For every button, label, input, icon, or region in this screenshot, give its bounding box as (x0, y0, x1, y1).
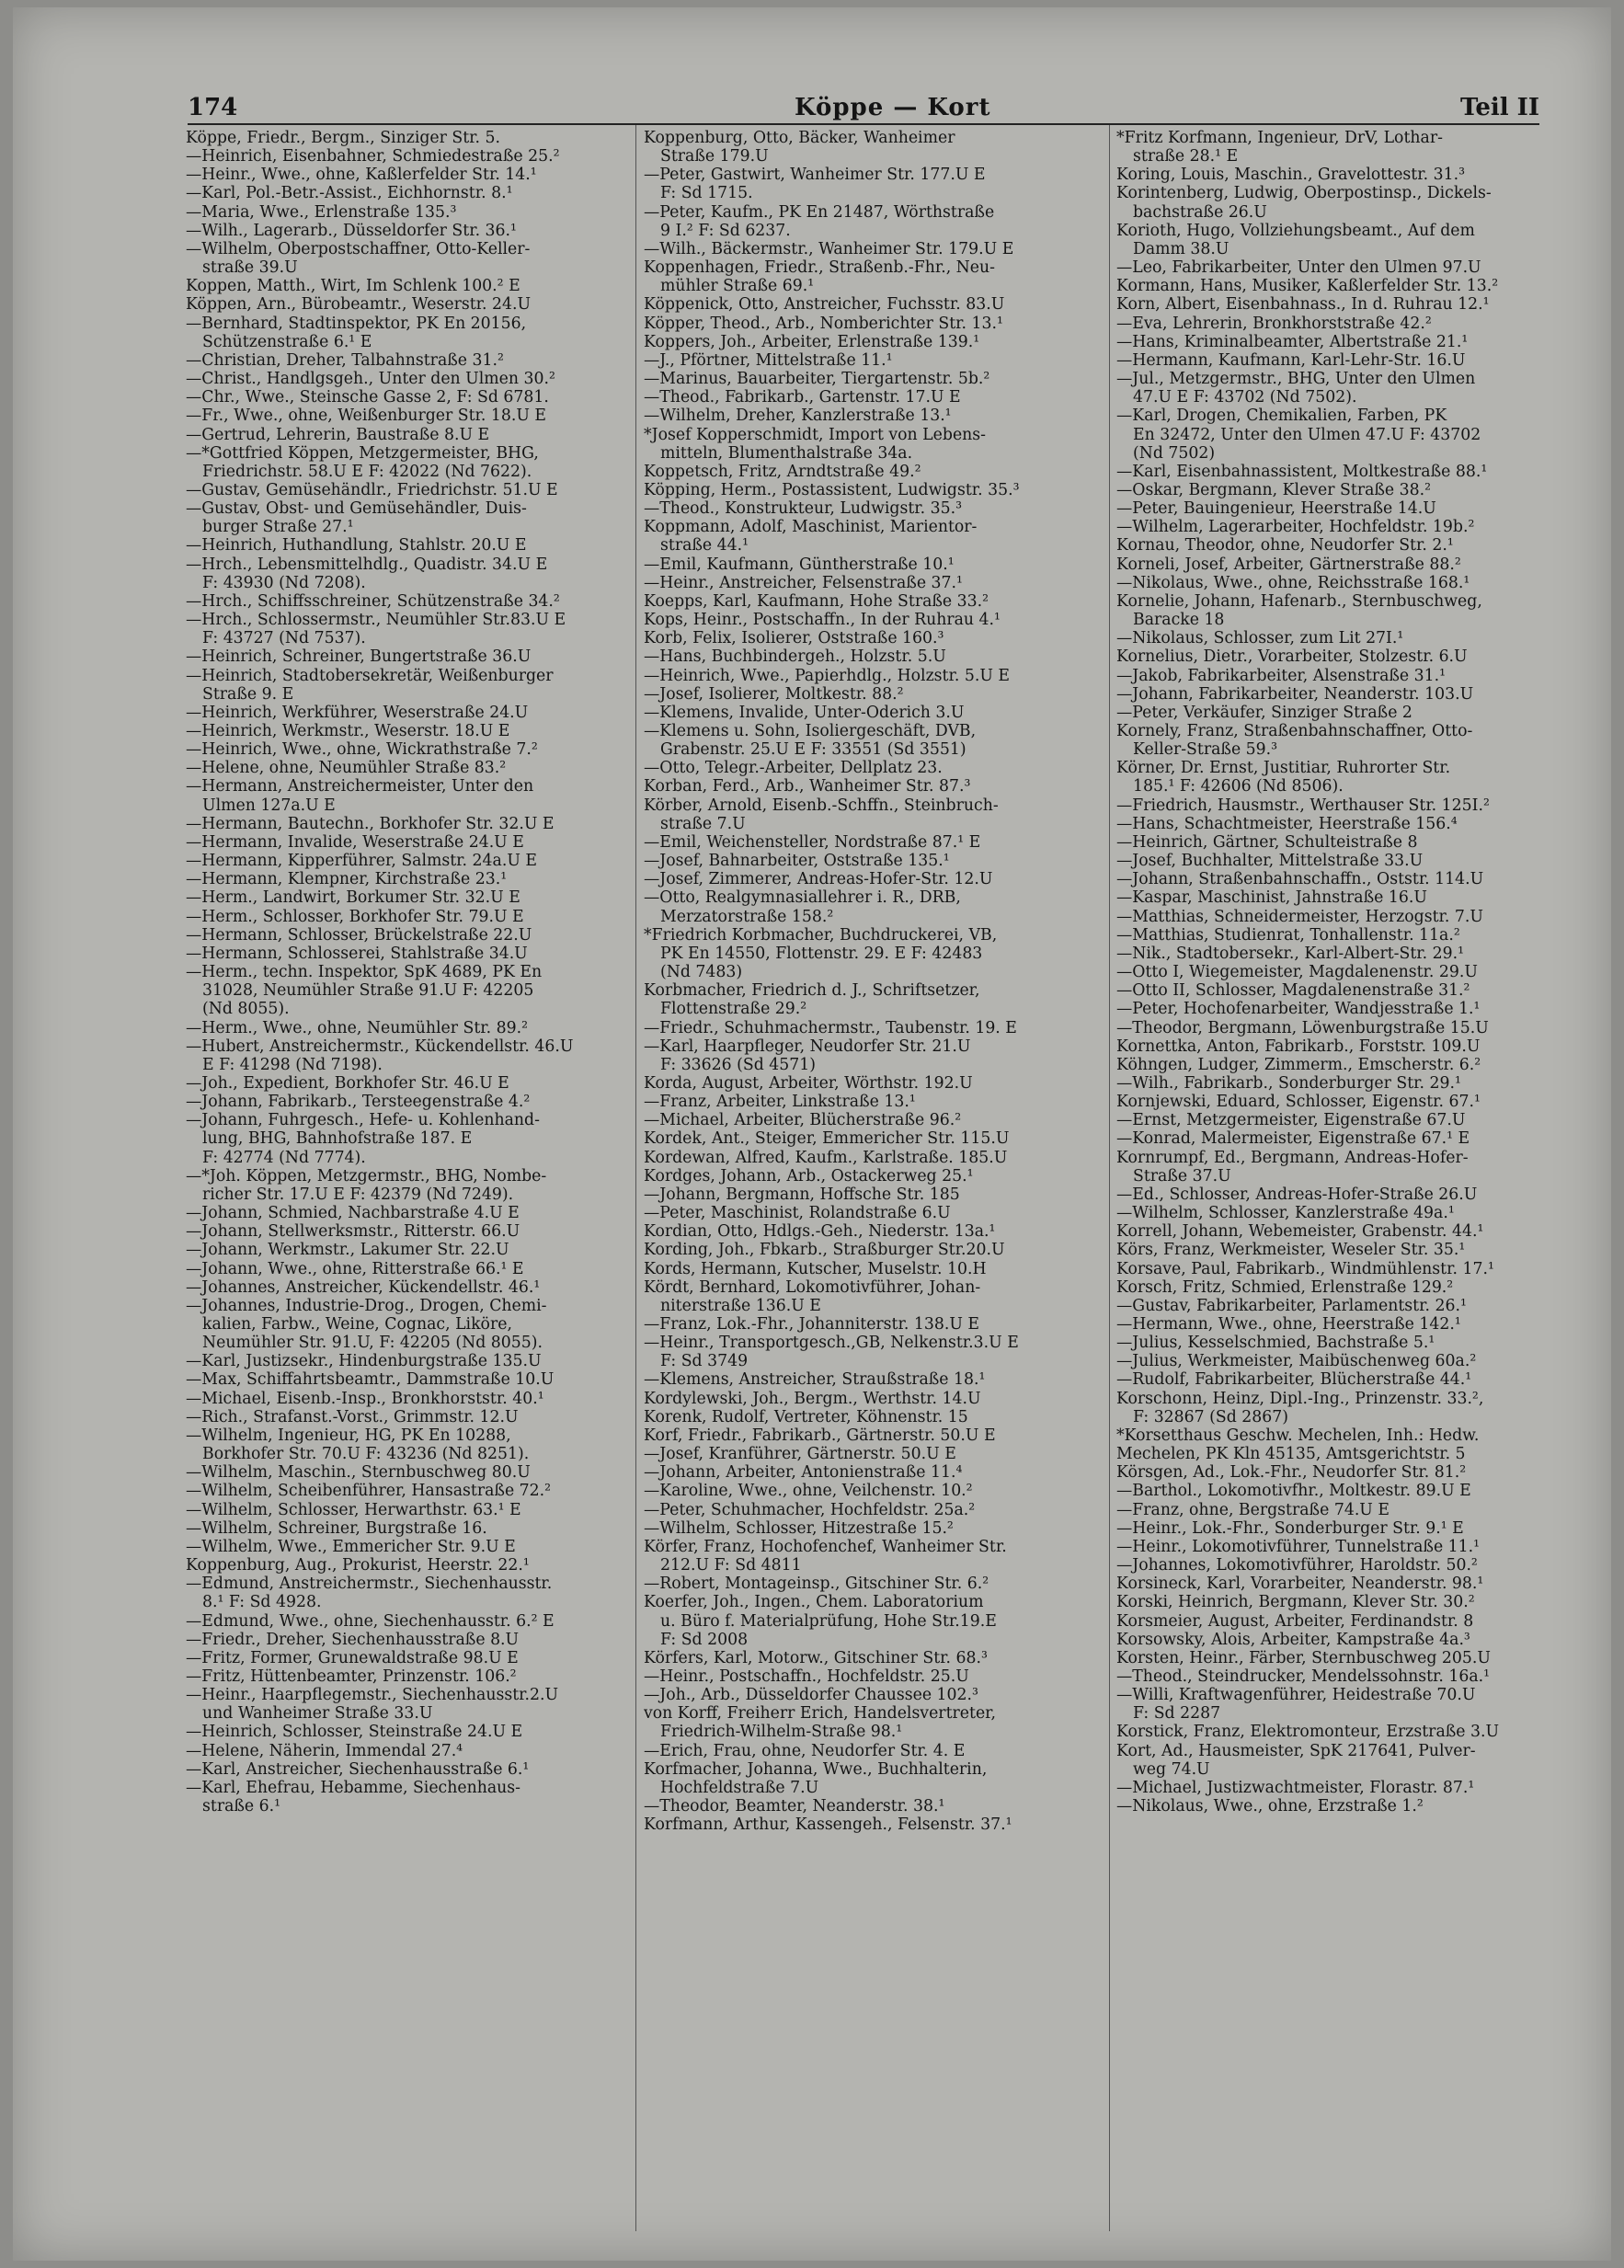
directory-line: Kornely, Franz, Straßenbahnschaffner, Otto- (1116, 722, 1473, 740)
directory-line: —Johann, Fuhrgesch., Hefe- u. Kohlenhand- (186, 1111, 540, 1130)
directory-line: straße 6.¹ (202, 1797, 281, 1816)
directory-line: —Josef, Zimmerer, Andreas-Hofer-Str. 12.U (644, 870, 993, 889)
directory-line: —Fritz, Hüttenbeamter, Prinzenstr. 106.² (186, 1667, 517, 1686)
directory-line: —Josef, Kranführer, Gärtnerstr. 50.U E (644, 1445, 956, 1464)
directory-line: —Peter, Verkäufer, Sinziger Straße 2 (1116, 703, 1412, 722)
page-header (188, 90, 1539, 125)
directory-line: Korintenberg, Ludwig, Oberpostinsp., Dickels- (1116, 184, 1492, 203)
directory-line: —Klemens, Anstreicher, Straußstraße 18.¹ (644, 1370, 986, 1390)
directory-line: —Nikolaus, Wwe., ohne, Reichsstraße 168.¹ (1116, 573, 1470, 592)
directory-line: —Jakob, Fabrikarbeiter, Alsenstraße 31.¹ (1116, 666, 1447, 685)
directory-line: Koppenhagen, Friedr., Straßenb.-Fhr., Neu- (644, 258, 995, 278)
directory-line: —Karoline, Wwe., ohne, Veilchenstr. 10.² (644, 1482, 973, 1501)
directory-line: Korbmacher, Friedrich d. J., Schriftsetzer, (644, 981, 980, 1001)
alphabet-range: Köppe — Kort (795, 94, 991, 121)
directory-line: —Klemens u. Sohn, Isoliergeschäft, DVB, (644, 722, 977, 740)
directory-line: —Heinr., Postschaffn., Hochfeldstr. 25.U (644, 1667, 969, 1686)
directory-line: —Joh., Arb., Düsseldorfer Chaussee 102.³ (644, 1686, 978, 1705)
directory-line: —Johann, Schmied, Nachbarstraße 4.U E (186, 1204, 520, 1223)
directory-line: —Ed., Schlosser, Andreas-Hofer-Straße 26.U (1116, 1185, 1478, 1204)
directory-line: —Karl, Haarpfleger, Neudorfer Str. 21.U (644, 1037, 971, 1056)
directory-line: —Wilhelm, Lagerarbeiter, Hochfeldstr. 19b.² (1116, 518, 1475, 537)
directory-line: —Karl, Drogen, Chemikalien, Farben, PK (1116, 407, 1447, 426)
directory-line: u. Büro f. Materialprüfung, Hohe Str.19.E (660, 1611, 997, 1631)
directory-line: straße 44.¹ (660, 536, 749, 556)
directory-line: —Julius, Kesselschmied, Bachstraße 5.¹ (1116, 1334, 1435, 1353)
column-divider (1109, 125, 1110, 2231)
directory-line: —Wilhelm, Schlosser, Herwarthstr. 63.¹ E (186, 1500, 521, 1519)
directory-line: Korschonn, Heinz, Dipl.-Ing., Prinzenstr. 33.², (1116, 1389, 1484, 1408)
directory-line: —Michael, Arbeiter, Blücherstraße 96.² (644, 1111, 962, 1130)
directory-line: Körs, Franz, Werkmeister, Weseler Str. 35.¹ (1116, 1241, 1466, 1260)
directory-line: von Korff, Freiherr Erich, Handelsvertreter, (644, 1704, 997, 1724)
directory-line: weg 74.U (1133, 1759, 1210, 1779)
directory-line: Köhngen, Ludger, Zimmerm., Emscherstr. 6.² (1116, 1055, 1481, 1074)
directory-line: —Karl, Ehefrau, Hebamme, Siechenhaus- (186, 1778, 520, 1797)
header-rule (188, 123, 1539, 125)
directory-line: F: 33626 (Sd 4571) (660, 1055, 817, 1074)
directory-line: Flottenstraße 29.² (660, 1000, 807, 1019)
directory-line: Kornelie, Johann, Hafenarb., Sternbuschweg, (1116, 591, 1482, 611)
directory-line: —*Gottfried Köppen, Metzgermeister, BHG, (186, 443, 539, 463)
directory-line: —Hermann, Anstreichermeister, Unter den (186, 777, 534, 796)
directory-line: Borkhofer Str. 70.U F: 43236 (Nd 8251). (202, 1445, 530, 1464)
directory-line: Korban, Ferd., Arb., Wanheimer Str. 87.³ (644, 777, 971, 796)
directory-line: Friedrichstr. 58.U E F: 42022 (Nd 7622). (202, 462, 532, 481)
directory-line: —Joh., Expedient, Borkhofer Str. 46.U E (186, 1073, 509, 1093)
directory-line: —Maria, Wwe., Erlenstraße 135.³ (186, 202, 457, 222)
directory-line: 212.U F: Sd 4811 (660, 1556, 802, 1575)
directory-line: —Willi, Kraftwagenführer, Heidestraße 70.U (1116, 1686, 1476, 1705)
directory-line: Koppetsch, Fritz, Arndtstraße 49.² (644, 462, 921, 481)
directory-line: —Bernhard, Stadtinspektor, PK En 20156, (186, 314, 527, 333)
directory-line: Koppenburg, Otto, Bäcker, Wanheimer (644, 129, 955, 147)
directory-line: Kormann, Hans, Musiker, Kaßlerfelder Str. 13.² (1116, 277, 1499, 296)
directory-line: Korsineck, Karl, Vorarbeiter, Neanderstr. 98.¹ (1116, 1575, 1484, 1594)
directory-line: Baracke 18 (1133, 611, 1225, 630)
directory-line: —Hermann, Schlosser, Brückelstraße 22.U (186, 925, 532, 945)
directory-line: E F: 41298 (Nd 7198). (202, 1055, 383, 1074)
directory-line: —Christian, Dreher, Talbahnstraße 31.² (186, 350, 504, 370)
directory-line: —Hubert, Anstreichermstr., Kückendellstr. 46.U (186, 1037, 574, 1056)
directory-line: —J., Pförtner, Mittelstraße 11.¹ (644, 350, 893, 370)
column-2 (644, 129, 1104, 2235)
directory-line: —Klemens, Invalide, Unter-Oderich 3.U (644, 703, 965, 722)
directory-line: (Nd 7502) (1133, 443, 1216, 463)
directory-line: —Emil, Kaufmann, Güntherstraße 10.¹ (644, 555, 955, 574)
directory-line: *Friedrich Korbmacher, Buchdruckerei, VB, (644, 925, 998, 945)
directory-line: —Gustav, Fabrikarbeiter, Parlamentstr. 26.¹ (1116, 1296, 1467, 1315)
directory-line: Kornettka, Anton, Fabrikarb., Forststr. 109.U (1116, 1037, 1481, 1056)
directory-line: —Michael, Justizwachtmeister, Florastr. 87.¹ (1116, 1778, 1475, 1797)
directory-line: —Peter, Maschinist, Rolandstraße 6.U (644, 1204, 951, 1223)
directory-line: —Friedrich, Hausmstr., Werthauser Str. 125I.² (1116, 796, 1490, 815)
directory-line: Köpper, Theod., Arb., Nomberichter Str. 13.¹ (644, 314, 1003, 333)
directory-line: —Herm., techn. Inspektor, SpK 4689, PK En (186, 963, 543, 982)
directory-line: —Peter, Kaufm., PK En 21487, Wörthstraße (644, 202, 995, 222)
directory-line: Köpping, Herm., Postassistent, Ludwigstr. 35.³ (644, 480, 1020, 499)
directory-line: —Wilh., Fabrikarb., Sonderburger Str. 29.¹ (1116, 1073, 1461, 1093)
directory-line: —Johann, Fabrikarb., Tersteegenstraße 4.² (186, 1093, 531, 1112)
directory-line: —Hermann, Kipperführer, Salmstr. 24a.U E (186, 852, 537, 871)
directory-line: —Leo, Fabrikarbeiter, Unter den Ulmen 97.U (1116, 258, 1481, 278)
directory-line: Korfmann, Arthur, Kassengeh., Felsenstr. 37.¹ (644, 1816, 1012, 1835)
directory-line: kalien, Farbw., Weine, Cognac, Liköre, (202, 1315, 512, 1334)
directory-line: niterstraße 136.U E (660, 1296, 821, 1315)
directory-line: —Wilhelm, Maschin., Sternbuschweg 80.U (186, 1463, 531, 1483)
directory-line: Kornrumpf, Ed., Bergmann, Andreas-Hofer- (1116, 1148, 1469, 1167)
directory-line: Korfmacher, Johanna, Wwe., Buchhalterin, (644, 1759, 988, 1779)
directory-line: —Johann, Wwe., ohne, Ritterstraße 66.¹ E (186, 1259, 524, 1278)
directory-line: Koppenburg, Aug., Prokurist, Heerstr. 22.¹ (186, 1556, 530, 1575)
directory-line: —Heinr., Lok.-Fhr., Sonderburger Str. 9.¹ E (1116, 1518, 1464, 1538)
directory-line: Merzatorstraße 158.² (660, 907, 834, 926)
directory-line: —Nikolaus, Wwe., ohne, Erzstraße 1.² (1116, 1797, 1424, 1816)
directory-line: —Ernst, Metzgermeister, Eigenstraße 67.U (1116, 1111, 1466, 1130)
directory-line: —Herm., Wwe., ohne, Neumühler Str. 89.² (186, 1018, 529, 1037)
directory-line: —Barthol., Lokomotivfhr., Moltkestr. 89.U E (1116, 1482, 1471, 1501)
directory-line: —Fritz, Former, Grunewaldstraße 98.U E (186, 1648, 519, 1667)
directory-line: bachstraße 26.U (1133, 202, 1267, 222)
directory-line: Koepps, Karl, Kaufmann, Hohe Straße 33.² (644, 591, 989, 611)
page-number: 174 (188, 94, 238, 121)
directory-line: —Peter, Hochofenarbeiter, Wandjesstraße 1.¹ (1116, 1000, 1481, 1019)
directory-line: —Franz, Arbeiter, Linkstraße 13.¹ (644, 1093, 916, 1112)
directory-line: 9 I.² F: Sd 6237. (660, 221, 791, 240)
directory-line: Kornelius, Dietr., Vorarbeiter, Stolzestr. 6.U (1116, 647, 1468, 667)
directory-line: —Hermann, Schlosserei, Stahlstraße 34.U (186, 944, 528, 963)
directory-line: Keller-Straße 59.³ (1133, 740, 1278, 760)
directory-line: F: 42774 (Nd 7774). (202, 1148, 366, 1167)
directory-line: En 32472, Unter den Ulmen 47.U F: 43702 (1133, 425, 1481, 444)
directory-line: —Theod., Konstrukteur, Ludwigstr. 35.³ (644, 499, 963, 519)
directory-line: —Matthias, Studienrat, Tonhallenstr. 11a.² (1116, 925, 1460, 945)
directory-line: *Korsetthaus Geschw. Mechelen, Inh.: Hedw. (1116, 1426, 1480, 1445)
directory-line: —Julius, Werkmeister, Maibüschenweg 60a.² (1116, 1352, 1477, 1371)
column-3 (1116, 129, 1556, 2235)
directory-line: Korski, Heinrich, Bergmann, Klever Str. 30.² (1116, 1593, 1475, 1612)
directory-line: —Heinrich, Schreiner, Bungertstraße 36.U (186, 647, 532, 667)
directory-line: —Helene, Näherin, Immendal 27.⁴ (186, 1741, 463, 1760)
directory-line: Kordylewski, Joh., Bergm., Werthstr. 14.U (644, 1389, 981, 1408)
directory-line: —Hermann, Wwe., ohne, Heerstraße 142.¹ (1116, 1315, 1461, 1334)
directory-line: (Nd 7483) (660, 963, 743, 982)
directory-line: Korn, Albert, Eisenbahnass., In d. Ruhrau 12.¹ (1116, 295, 1490, 315)
directory-line: —Theod., Steindrucker, Mendelssohnstr. 16a.¹ (1116, 1667, 1491, 1686)
directory-line: F: 43727 (Nd 7537). (202, 629, 366, 648)
directory-line: —Heinr., Haarpflegemstr., Siechenhausstr.2.U (186, 1686, 559, 1705)
directory-line: Körfers, Karl, Motorw., Gitschiner Str. 68.³ (644, 1648, 988, 1667)
directory-line: —Theod., Fabrikarb., Gartenstr. 17.U E (644, 388, 961, 407)
directory-line: —Otto II, Schlosser, Magdalenenstraße 31.² (1116, 981, 1470, 1001)
directory-line: —Karl, Eisenbahnassistent, Moltkestraße 88.¹ (1116, 462, 1488, 481)
directory-line: —Wilhelm, Schlosser, Kanzlerstraße 49a.¹ (1116, 1204, 1455, 1223)
directory-line: F: 32867 (Sd 2867) (1133, 1407, 1289, 1426)
directory-line: Körfer, Franz, Hochofenchef, Wanheimer Str. (644, 1537, 1007, 1556)
directory-line: —Heinr., Transportgesch.,GB, Nelkenstr.3.U E (644, 1334, 1019, 1353)
directory-line: Korioth, Hugo, Vollziehungsbeamt., Auf dem (1116, 221, 1475, 240)
directory-line: Damm 38.U (1133, 239, 1229, 258)
directory-line: —Herm., Landwirt, Borkumer Str. 32.U E (186, 888, 520, 908)
directory-line: —Franz, Lok.-Fhr., Johanniterstr. 138.U E (644, 1315, 979, 1334)
directory-line: —Chr., Wwe., Steinsche Gasse 2, F: Sd 6781. (186, 388, 549, 407)
directory-line: 8.¹ F: Sd 4928. (202, 1593, 322, 1612)
directory-line: —Nikolaus, Schlosser, zum Lit 27I.¹ (1116, 629, 1404, 648)
directory-line: —Otto, Realgymnasiallehrer i. R., DRB, (644, 888, 961, 908)
part-label: Teil II (1459, 94, 1539, 121)
directory-line: Kort, Ad., Hausmeister, SpK 217641, Pulver- (1116, 1741, 1476, 1760)
directory-line: —Wilhelm, Schreiner, Burgstraße 16. (186, 1518, 487, 1538)
column-divider (635, 125, 636, 2231)
directory-line: —Wilh., Lagerarb., Düsseldorfer Str. 36.¹ (186, 221, 517, 240)
directory-line: Kordian, Otto, Hdlgs.-Geh., Niederstr. 13a.¹ (644, 1222, 996, 1242)
directory-line: —Theodor, Bergmann, Löwenburgstraße 15.U (1116, 1018, 1489, 1037)
directory-line: burger Straße 27.¹ (202, 518, 354, 537)
directory-line: —Heinr., Lokomotivführer, Tunnelstraße 11.¹ (1116, 1537, 1481, 1556)
directory-line: Ulmen 127a.U E (202, 796, 336, 815)
directory-line: Korsave, Paul, Fabrikarb., Windmühlenstr. 17.¹ (1116, 1259, 1494, 1278)
directory-line: straße 7.U (660, 814, 746, 833)
directory-line: —Konrad, Malermeister, Eigenstraße 67.¹ E (1116, 1129, 1470, 1149)
directory-line: Korda, August, Arbeiter, Wörthstr. 192.U (644, 1073, 973, 1093)
directory-line: —Edmund, Wwe., ohne, Siechenhausstr. 6.² E (186, 1611, 555, 1631)
directory-line: F: Sd 3749 (660, 1352, 749, 1371)
directory-line: —Heinrich, Werkmstr., Weserstr. 18.U E (186, 722, 510, 740)
directory-line: —Johann, Fabrikarbeiter, Neanderstr. 103.U (1116, 684, 1474, 704)
directory-line: —Hrch., Schiffsschreiner, Schützenstraße 34.² (186, 591, 560, 611)
directory-line: —Hermann, Invalide, Weserstraße 24.U E (186, 832, 524, 852)
directory-line: —Gertrud, Lehrerin, Baustraße 8.U E (186, 425, 490, 444)
directory-line: Korsowsky, Alois, Arbeiter, Kampstraße 4a.³ (1116, 1630, 1470, 1649)
directory-line: Korsmeier, August, Arbeiter, Ferdinandstr. 8 (1116, 1611, 1474, 1631)
directory-line: —Peter, Schuhmacher, Hochfeldstr. 25a.² (644, 1500, 976, 1519)
directory-line: —Hrch., Lebensmittelhdlg., Quadistr. 34.U E (186, 555, 548, 574)
directory-line: —Christ., Handlgsgeh., Unter den Ulmen 30.² (186, 370, 555, 389)
directory-line: Koring, Louis, Maschin., Gravelottestr. 31.³ (1116, 166, 1465, 185)
directory-line: Köppen, Arn., Bürobeamtr., Weserstr. 24.U (186, 295, 532, 315)
directory-line: —*Joh. Köppen, Metzgermstr., BHG, Nombe- (186, 1166, 547, 1186)
directory-line: —Otto, Telegr.-Arbeiter, Dellplatz 23. (644, 759, 943, 778)
directory-line: Köppe, Friedr., Bergm., Sinziger Str. 5. (186, 129, 501, 147)
directory-line: —Peter, Gastwirt, Wanheimer Str. 177.U E (644, 166, 986, 185)
directory-line: F: 43930 (Nd 7208). (202, 573, 366, 592)
directory-line: —Robert, Montageinsp., Gitschiner Str. 6.² (644, 1575, 989, 1594)
directory-line: —Oskar, Bergmann, Klever Straße 38.² (1116, 480, 1432, 499)
directory-line: —Johann, Arbeiter, Antonienstraße 11.⁴ (644, 1463, 963, 1483)
directory-line: F: Sd 2287 (1133, 1704, 1221, 1724)
directory-line: —Rudolf, Fabrikarbeiter, Blücherstraße 44.¹ (1116, 1370, 1472, 1390)
directory-line: —Edmund, Anstreichermstr., Siechenhausstr. (186, 1575, 553, 1594)
directory-line: Koppen, Matth., Wirt, Im Schlenk 100.² E (186, 277, 520, 296)
directory-line: Körner, Dr. Ernst, Justitiar, Ruhrorter Str. (1116, 759, 1451, 778)
directory-line: —Rich., Strafanst.-Vorst., Grimmstr. 12.U (186, 1407, 519, 1426)
directory-line: —Heinrich, Gärtner, Schulteistraße 8 (1116, 832, 1418, 852)
directory-line: *Josef Kopperschmidt, Import von Lebens- (644, 425, 987, 444)
directory-line: —Heinrich, Werkführer, Weserstraße 24.U (186, 703, 529, 722)
directory-line: Straße 9. E (202, 684, 294, 704)
directory-line: lung, BHG, Bahnhofstraße 187. E (202, 1129, 473, 1149)
directory-line: Koppers, Joh., Arbeiter, Erlenstraße 139.¹ (644, 332, 980, 351)
directory-line: —Josef, Buchhalter, Mittelstraße 33.U (1116, 852, 1424, 871)
directory-line: Korsch, Fritz, Schmied, Erlenstraße 129.² (1116, 1277, 1454, 1297)
directory-line: —Franz, ohne, Bergstraße 74.U E (1116, 1500, 1390, 1519)
directory-line: —Johann, Bergmann, Hoffsche Str. 185 (644, 1185, 960, 1204)
directory-line: —Fr., Wwe., ohne, Weißenburger Str. 18.U E (186, 407, 547, 426)
directory-line: —Hrch., Schlossermstr., Neumühler Str.83.U E (186, 611, 566, 630)
directory-line: Straße 179.U (660, 147, 769, 166)
directory-line: —Helene, ohne, Neumühler Straße 83.² (186, 759, 507, 778)
directory-line: Körber, Arnold, Eisenb.-Schffn., Steinbruch- (644, 796, 999, 815)
directory-line: —Theodor, Beamter, Neanderstr. 38.¹ (644, 1797, 945, 1816)
directory-line: —Michael, Eisenb.-Insp., Bronkhorststr. 40.¹ (186, 1389, 544, 1408)
directory-line: Korb, Felix, Isolierer, Oststraße 160.³ (644, 629, 944, 648)
column-1 (186, 129, 627, 2235)
directory-line: —Hans, Buchbindergeh., Holzstr. 5.U (644, 647, 946, 667)
directory-line: —Hermann, Klempner, Kirchstraße 23.¹ (186, 870, 508, 889)
directory-line: —Heinr., Anstreicher, Felsenstraße 37.¹ (644, 573, 963, 592)
directory-line: *Fritz Korfmann, Ingenieur, DrV, Lothar- (1116, 129, 1443, 147)
directory-line: PK En 14550, Flottenstr. 29. E F: 42483 (660, 944, 983, 963)
directory-line: Kornau, Theodor, ohne, Neudorfer Str. 2.¹ (1116, 536, 1454, 556)
directory-line: Kornjewski, Eduard, Schlosser, Eigenstr. 67.¹ (1116, 1093, 1481, 1112)
directory-line: Straße 37.U (1133, 1166, 1231, 1186)
directory-line: Koerfer, Joh., Ingen., Chem. Laboratorium (644, 1593, 984, 1612)
directory-line: —Matthias, Schneidermeister, Herzogstr. 7.U (1116, 907, 1483, 926)
directory-line: —Marinus, Bauarbeiter, Tiergartenstr. 5b.² (644, 370, 990, 389)
directory-line: Mechelen, PK Kln 45135, Amtsgerichtstr. 5 (1116, 1445, 1466, 1464)
directory-line: —Karl, Anstreicher, Siechenhausstraße 6.¹ (186, 1759, 530, 1779)
directory-line: —Heinrich, Eisenbahner, Schmiedestraße 25.² (186, 147, 560, 166)
directory-line: Hochfeldstraße 7.U (660, 1778, 819, 1797)
directory-line: —Peter, Bauingenieur, Heerstraße 14.U (1116, 499, 1436, 519)
directory-line: straße 39.U (202, 258, 298, 278)
directory-line: —Wilhelm, Wwe., Emmericher Str. 9.U E (186, 1537, 516, 1556)
directory-line: Kordewan, Alfred, Kaufm., Karlstraße. 185.U (644, 1148, 1008, 1167)
directory-line: —Johannes, Industrie-Drog., Drogen, Chemi- (186, 1296, 547, 1315)
directory-line: Korrell, Johann, Webemeister, Grabenstr. 44.¹ (1116, 1222, 1484, 1242)
directory-line: Korstick, Franz, Elektromonteur, Erzstraße 3.U (1116, 1723, 1500, 1742)
directory-line: —Otto I, Wiegemeister, Magdalenenstr. 29.U (1116, 963, 1478, 982)
directory-line: —Emil, Weichensteller, Nordstraße 87.¹ E (644, 832, 981, 852)
directory-line: —Heinrich, Wwe., Papierhdlg., Holzstr. 5.U E (644, 666, 1010, 685)
directory-page (13, 7, 1611, 2261)
directory-line: und Wanheimer Straße 33.U (202, 1704, 433, 1724)
directory-line: Kördt, Bernhard, Lokomotivführer, Johan- (644, 1277, 981, 1297)
directory-line: —Josef, Isolierer, Moltkestr. 88.² (644, 684, 904, 704)
directory-line: Korf, Friedr., Fabrikarb., Gärtnerstr. 50.U E (644, 1426, 996, 1445)
directory-line: —Max, Schiffahrtsbeamtr., Dammstraße 10.U (186, 1370, 555, 1390)
directory-line: —Kaspar, Maschinist, Jahnstraße 16.U (1116, 888, 1427, 908)
directory-line: —Gustav, Gemüsehändlr., Friedrichstr. 51.U E (186, 480, 558, 499)
directory-line: —Johann, Werkmstr., Lakumer Str. 22.U (186, 1241, 509, 1260)
directory-line: 185.¹ F: 42606 (Nd 8506). (1133, 777, 1344, 796)
directory-line: Körsgen, Ad., Lok.-Fhr., Neudorfer Str. 81.² (1116, 1463, 1467, 1483)
directory-line: —Friedr., Dreher, Siechenhausstraße 8.U (186, 1630, 520, 1649)
directory-line: —Heinr., Wwe., ohne, Kaßlerfelder Str. 14.¹ (186, 166, 537, 185)
directory-line: Kords, Hermann, Kutscher, Muselstr. 10.H (644, 1259, 987, 1278)
directory-line: —Wilh., Bäckermstr., Wanheimer Str. 179.U E (644, 239, 1014, 258)
directory-line: mitteln, Blumenthalstraße 34a. (660, 443, 913, 463)
directory-line: —Heinrich, Wwe., ohne, Wickrathstraße 7.² (186, 740, 538, 760)
directory-line: Neumühler Str. 91.U, F: 42205 (Nd 8055). (202, 1334, 543, 1353)
directory-line: —Josef, Bahnarbeiter, Oststraße 135.¹ (644, 852, 950, 871)
directory-line: Korenk, Rudolf, Vertreter, Köhnenstr. 15 (644, 1407, 968, 1426)
directory-line: —Eva, Lehrerin, Bronkhorststraße 42.² (1116, 314, 1432, 333)
directory-line: Korsten, Heinr., Färber, Sternbuschweg 205.U (1116, 1648, 1491, 1667)
directory-line: —Hans, Schachtmeister, Heerstraße 156.⁴ (1116, 814, 1458, 833)
directory-line: —Wilhelm, Dreher, Kanzlerstraße 13.¹ (644, 407, 952, 426)
directory-line: —Hermann, Bautechn., Borkhofer Str. 32.U E (186, 814, 555, 833)
directory-line: —Wilhelm, Oberpostschaffner, Otto-Keller- (186, 239, 531, 258)
directory-line: F: Sd 2008 (660, 1630, 749, 1649)
directory-line: —Herm., Schlosser, Borkhofer Str. 79.U E (186, 907, 524, 926)
directory-line: richer Str. 17.U E F: 42379 (Nd 7249). (202, 1185, 514, 1204)
directory-line: Korneli, Josef, Arbeiter, Gärtnerstraße 88.² (1116, 555, 1461, 574)
directory-line: —Hans, Kriminalbeamter, Albertstraße 21.¹ (1116, 332, 1469, 351)
directory-line: Köppenick, Otto, Anstreicher, Fuchsstr. 83.U (644, 295, 1005, 315)
directory-line: F: Sd 1715. (660, 184, 753, 203)
directory-line: mühler Straße 69.¹ (660, 277, 815, 296)
directory-line: Kordges, Johann, Arb., Ostackerweg 25.¹ (644, 1166, 974, 1186)
directory-line: —Johann, Straßenbahnschaffn., Oststr. 114.U (1116, 870, 1484, 889)
directory-line: —Hermann, Kaufmann, Karl-Lehr-Str. 16.U (1116, 350, 1466, 370)
directory-line: —Karl, Justizsekr., Hindenburgstraße 135.U (186, 1352, 542, 1371)
directory-line: —Jul., Metzgermstr., BHG, Unter den Ulmen (1116, 370, 1476, 389)
directory-line: Grabenstr. 25.U E F: 33551 (Sd 3551) (660, 740, 966, 760)
directory-line: —Wilhelm, Schlosser, Hitzestraße 15.² (644, 1518, 954, 1538)
directory-line: —Heinrich, Huthandlung, Stahlstr. 20.U E (186, 536, 527, 556)
directory-line: —Wilhelm, Ingenieur, HG, PK En 10288, (186, 1426, 511, 1445)
directory-line: Koppmann, Adolf, Maschinist, Marientor- (644, 518, 978, 537)
directory-line: —Heinrich, Stadtobersekretär, Weißenburger (186, 666, 554, 685)
directory-line: Kordek, Ant., Steiger, Emmericher Str. 115.U (644, 1129, 1010, 1149)
directory-line: Friedrich-Wilhelm-Straße 98.¹ (660, 1723, 903, 1742)
directory-line: —Wilhelm, Scheibenführer, Hansastraße 72.² (186, 1482, 552, 1501)
directory-line: —Gustav, Obst- und Gemüsehändler, Duis- (186, 499, 527, 519)
directory-line: —Heinrich, Schlosser, Steinstraße 24.U E (186, 1723, 523, 1742)
directory-line: Schützenstraße 6.¹ E (202, 332, 372, 351)
directory-line: —Erich, Frau, ohne, Neudorfer Str. 4. E (644, 1741, 966, 1760)
directory-line: —Johann, Stellwerksmstr., Ritterstr. 66.U (186, 1222, 520, 1242)
directory-line: straße 28.¹ E (1133, 147, 1239, 166)
directory-line: Kording, Joh., Fbkarb., Straßburger Str.20.U (644, 1241, 1005, 1260)
directory-line: —Johannes, Anstreicher, Kückendellstr. 46.¹ (186, 1277, 541, 1297)
directory-line: —Nik., Stadtobersekr., Karl-Albert-Str. 29.¹ (1116, 944, 1465, 963)
directory-line: 47.U E F: 43702 (Nd 7502). (1133, 388, 1357, 407)
directory-line: —Karl, Pol.-Betr.-Assist., Eichhornstr. 8.¹ (186, 184, 513, 203)
directory-line: 31028, Neumühler Straße 91.U F: 42205 (202, 981, 534, 1001)
directory-line: (Nd 8055). (202, 1000, 290, 1019)
directory-line: Kops, Heinr., Postschaffn., In der Ruhrau 4.¹ (644, 611, 1001, 630)
directory-line: —Johannes, Lokomotivführer, Haroldstr. 50.² (1116, 1556, 1478, 1575)
directory-line: —Friedr., Schuhmachermstr., Taubenstr. 19. E (644, 1018, 1017, 1037)
